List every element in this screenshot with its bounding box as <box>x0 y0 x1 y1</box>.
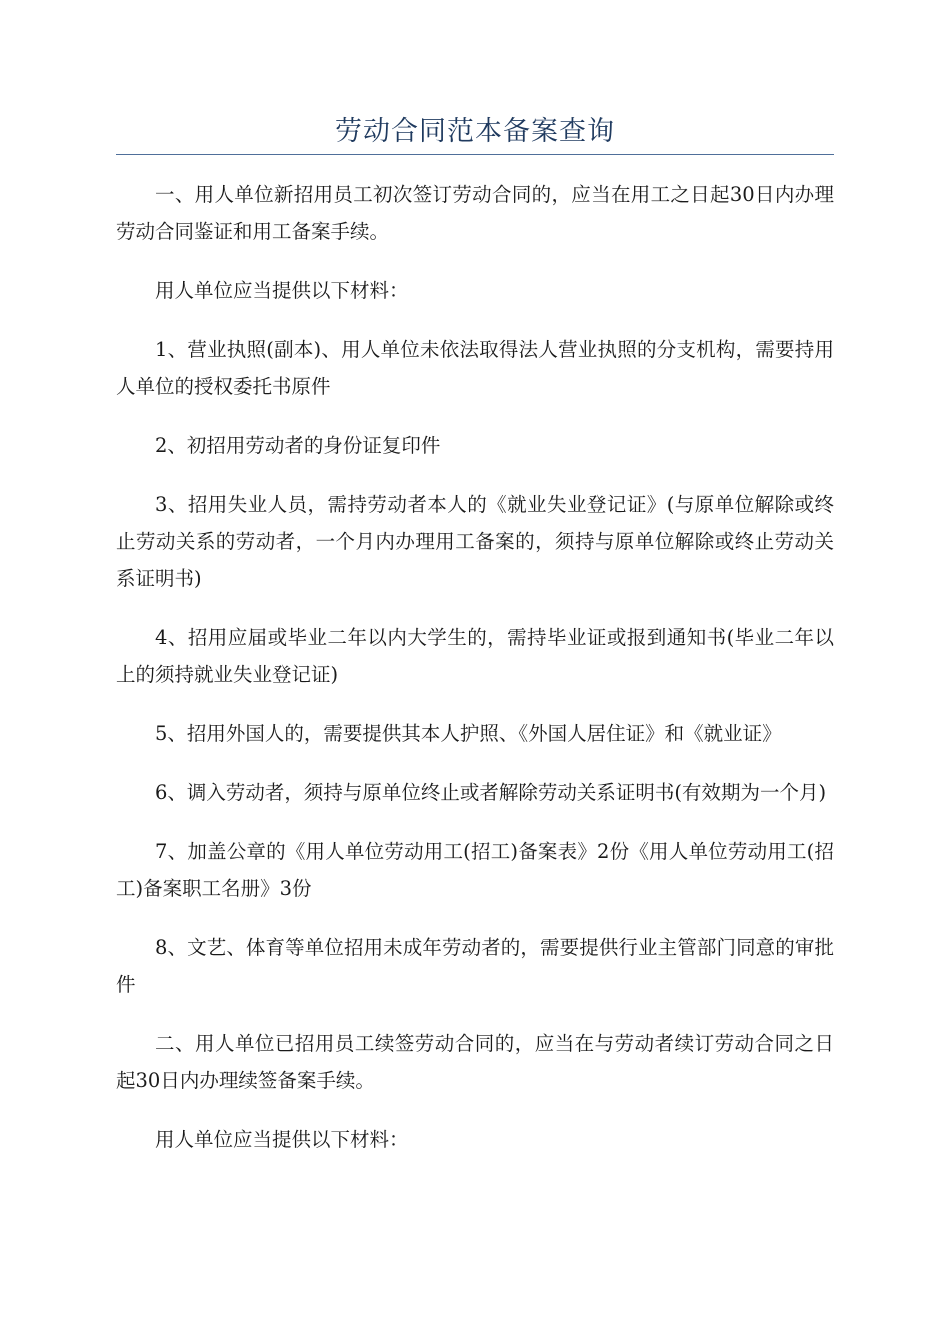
paragraph-7: 5、招用外国人的，需要提供其本人护照、《外国人居住证》和《就业证》 <box>155 722 782 745</box>
paragraph-8: 6、调入劳动者，须持与原单位终止或者解除劳动关系证明书(有效期为一个月) <box>155 781 827 804</box>
paragraph-4: 2、初招用劳动者的身份证复印件 <box>155 434 441 457</box>
paragraph-2: 用人单位应当提供以下材料： <box>155 279 409 302</box>
paragraph-9: 7、加盖公章的《用人单位劳动用工(招工)备案表》2份《用人单位劳动用工(招工)备案职工名册》3份 <box>116 840 834 900</box>
paragraph-11: 二、用人单位已招用员工续签劳动合同的，应当在与劳动者续订劳动合同之日起30日内办理续签备案手续。 <box>116 1032 834 1092</box>
paragraph-3: 1、营业执照(副本)、用人单位未依法取得法人营业执照的分支机构，需要持用人单位的授权委托书原件 <box>116 338 834 398</box>
document-title: 劳动合同范本备案查询 <box>335 116 615 147</box>
paragraph-10: 8、文艺、体育等单位招用未成年劳动者的，需要提供行业主管部门同意的审批件 <box>116 936 834 996</box>
paragraph-5: 3、招用失业人员，需持劳动者本人的《就业失业登记证》(与原单位解除或终止劳动关系的劳动者，一个月内办理用工备案的，须持与原单位解除或终止劳动关系证明书) <box>116 493 834 590</box>
document-body <box>116 176 834 1180</box>
paragraph-6: 4、招用应届或毕业二年以内大学生的，需持毕业证或报到通知书(毕业二年以上的须持就业失业登记证) <box>116 626 834 686</box>
title-underline <box>116 154 834 155</box>
paragraph-12: 用人单位应当提供以下材料： <box>155 1128 409 1151</box>
paragraph-1: 一、用人单位新招用员工初次签订劳动合同的，应当在用工之日起30日内办理劳动合同鉴证和用工备案手续。 <box>116 183 834 243</box>
